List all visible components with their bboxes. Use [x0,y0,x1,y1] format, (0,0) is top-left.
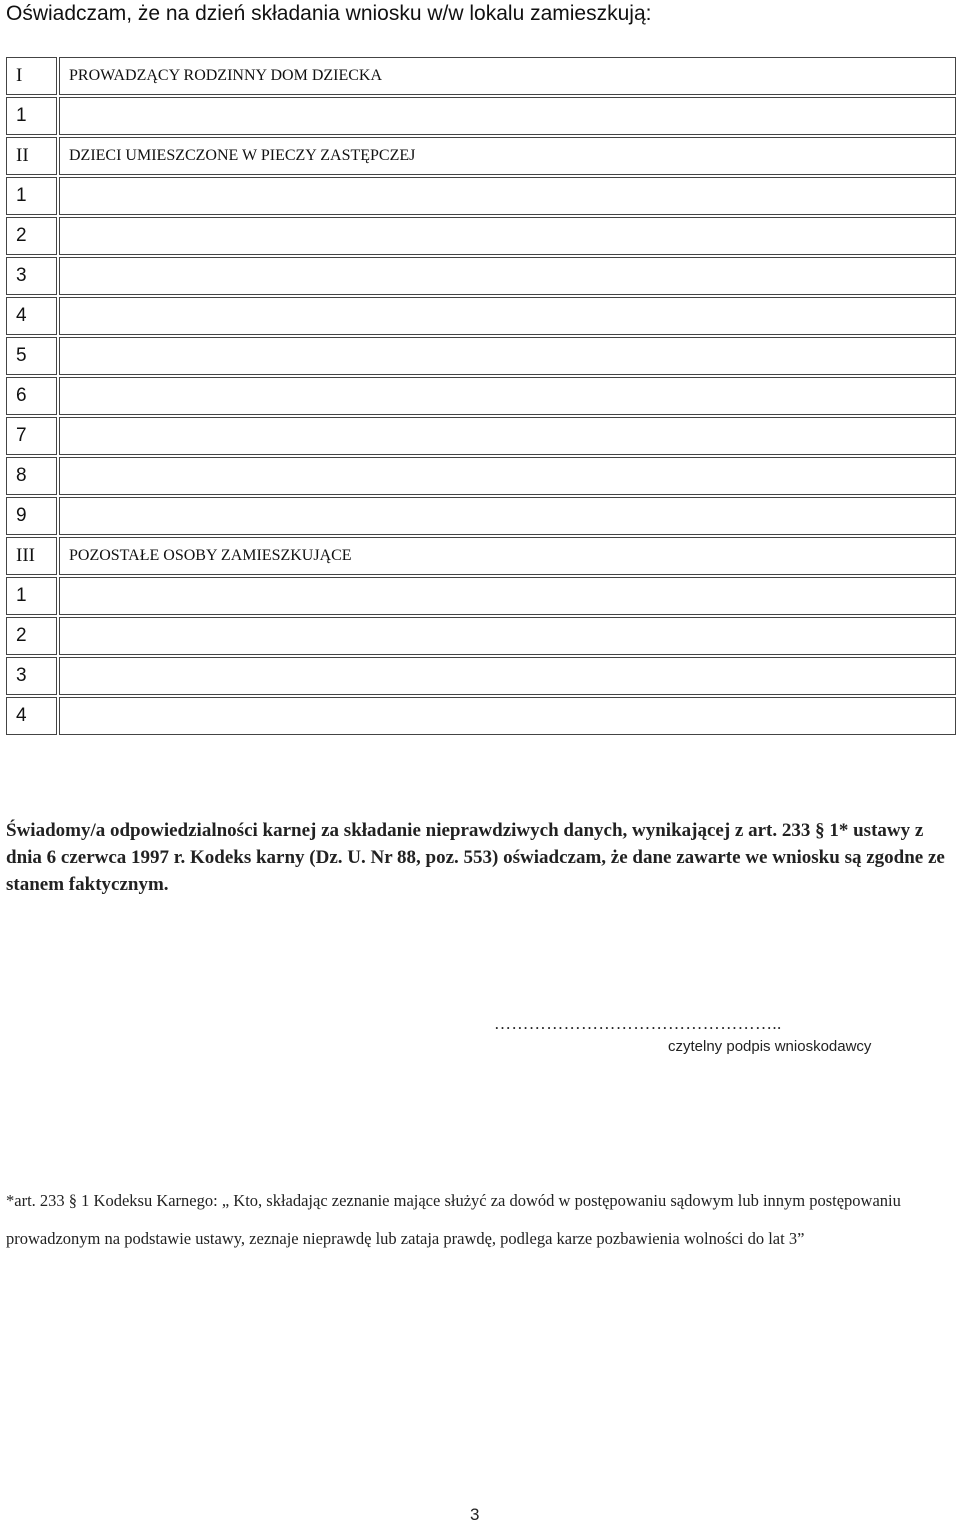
row-number: 1 [6,577,57,615]
entry-row [6,337,956,375]
section-heading: PROWADZĄCY RODZINNY DOM DZIECKA [59,57,956,95]
declaration-text: Świadomy/a odpowiedzialności karnej za składanie nieprawdziwych danych, wynikającej z art. 233 § 1* ustawy z dnia 6 czerwca 1997 r. Kodeks karny (Dz. U. Nr 88, poz. 553) oświadczam, że dane zawarte we wniosku są zgodne ze stanem faktycznym. [6,820,945,895]
entry-field[interactable] [59,697,956,735]
intro-statement: Oświadczam, że na dzień składania wniosku w/w lokalu zamieszkują: [6,2,652,25]
entry-field[interactable] [59,297,956,335]
row-number: 4 [6,697,57,735]
signature-label: czytelny podpis wnioskodawcy [668,1038,872,1055]
entry-field[interactable] [59,457,956,495]
page-number: 3 [470,1505,480,1524]
row-number: 5 [6,337,57,375]
row-number: 6 [6,377,57,415]
entry-row [6,177,956,215]
section-heading: POZOSTAŁE OSOBY ZAMIESZKUJĄCE [59,537,956,575]
row-number: I [6,57,57,95]
legal-footnote: *art. 233 § 1 Kodeksu Karnego: „ Kto, składając zeznanie mające służyć za dowód w postępowaniu sądowym lub innym postępowaniu prowadzonym na podstawie ustawy, zeznaje nieprawdę lub zataja prawdę, podlega karze pozbawienia wolności do lat 3” [6,1191,901,1248]
entry-row [6,97,956,135]
entry-field[interactable] [59,377,956,415]
entry-row [6,297,956,335]
row-number: 2 [6,617,57,655]
entry-row [6,497,956,535]
entry-field[interactable] [59,97,956,135]
entry-field[interactable] [59,217,956,255]
entry-field[interactable] [59,657,956,695]
entry-row [6,577,956,615]
entry-field[interactable] [59,337,956,375]
entry-row [6,417,956,455]
row-number: 2 [6,217,57,255]
row-number: III [6,537,57,575]
entry-row [6,617,956,655]
section-row [6,137,956,175]
entry-field[interactable] [59,617,956,655]
row-number: 9 [6,497,57,535]
entry-row [6,257,956,295]
entry-row [6,657,956,695]
row-number: 7 [6,417,57,455]
row-number: 1 [6,97,57,135]
entry-row [6,377,956,415]
entry-row [6,217,956,255]
row-number: 3 [6,657,57,695]
entry-field[interactable] [59,417,956,455]
section-row [6,57,956,95]
entry-field[interactable] [59,497,956,535]
entry-field[interactable] [59,177,956,215]
row-number: 4 [6,297,57,335]
residents-table [4,55,958,737]
section-row [6,537,956,575]
section-heading: DZIECI UMIESZCZONE W PIECZY ZASTĘPCZEJ [59,137,956,175]
entry-field[interactable] [59,257,956,295]
row-number: 1 [6,177,57,215]
entry-row [6,697,956,735]
signature-line: ………………………………………….. [494,1014,782,1033]
row-number: II [6,137,57,175]
row-number: 3 [6,257,57,295]
entry-field[interactable] [59,577,956,615]
entry-row [6,457,956,495]
row-number: 8 [6,457,57,495]
